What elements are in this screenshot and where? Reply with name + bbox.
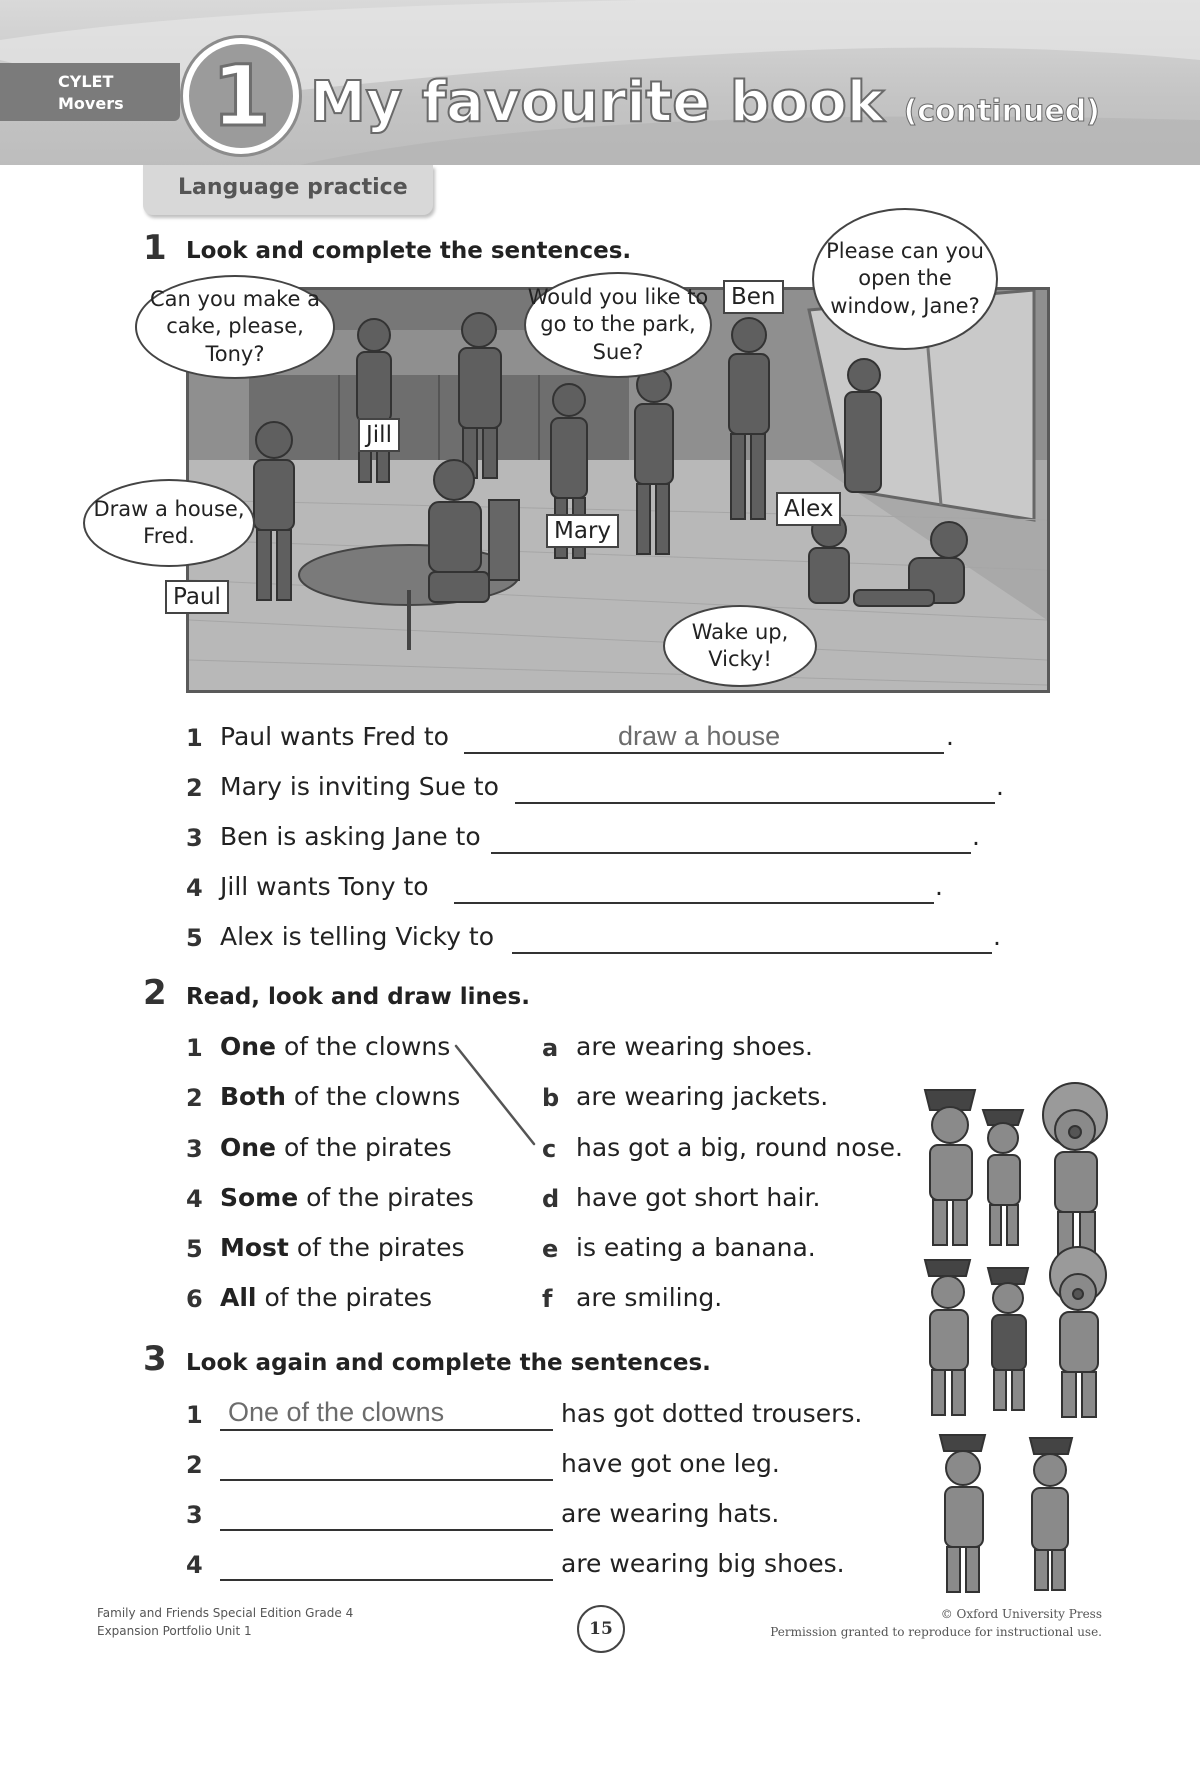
answer-blank[interactable] bbox=[515, 772, 995, 804]
item-text bbox=[220, 1233, 464, 1262]
item-number: 1 bbox=[186, 724, 203, 752]
item-text bbox=[220, 1032, 450, 1061]
footer-left-line-2: Expansion Portfolio Unit 1 bbox=[97, 1624, 252, 1638]
name-tag-mary: Mary bbox=[546, 514, 619, 548]
item-text: has got dotted trousers. bbox=[561, 1399, 863, 1428]
item-number: 1 bbox=[186, 1401, 203, 1429]
answer-blank[interactable] bbox=[220, 1549, 553, 1581]
full-stop: . bbox=[946, 722, 954, 751]
item-letter: d bbox=[542, 1185, 560, 1213]
item-rest: of the pirates bbox=[298, 1183, 474, 1212]
unit-number: 1 bbox=[211, 47, 271, 145]
item-text bbox=[220, 1133, 452, 1162]
page-title bbox=[310, 70, 1100, 135]
item-text: are wearing jackets. bbox=[576, 1082, 829, 1111]
item-rest: of the pirates bbox=[276, 1133, 452, 1162]
exercise-1-number: 1 bbox=[143, 228, 167, 268]
answer-blank[interactable] bbox=[491, 822, 971, 854]
handwritten-answer: One of the clowns bbox=[228, 1397, 445, 1427]
item-text bbox=[220, 1082, 460, 1111]
name-tag-jill: Jill bbox=[358, 418, 400, 452]
exercise-1-title: Look and complete the sentences. bbox=[186, 238, 632, 264]
item-number: 2 bbox=[186, 1084, 203, 1112]
speech-bubble-wake: Wake up, Vicky! bbox=[663, 605, 817, 687]
item-text: has got a big, round nose. bbox=[576, 1133, 903, 1162]
item-text: have got short hair. bbox=[576, 1183, 821, 1212]
item-letter: c bbox=[542, 1135, 557, 1163]
speech-bubble-window: Please can you open the window, Jane? bbox=[812, 208, 998, 350]
footer-right-line-2: Permission granted to reproduce for instructional use. bbox=[770, 1625, 1102, 1639]
item-text: Alex is telling Vicky to bbox=[220, 922, 494, 951]
page-number-value: 15 bbox=[589, 1619, 613, 1639]
answer-blank[interactable] bbox=[512, 922, 992, 954]
page-title-suffix: (continued) bbox=[903, 94, 1100, 129]
item-rest: of the pirates bbox=[288, 1233, 465, 1262]
item-text bbox=[220, 1183, 474, 1212]
item-text: Paul wants Fred to bbox=[220, 722, 449, 751]
item-quantifier: All bbox=[220, 1283, 257, 1312]
item-number: 4 bbox=[186, 1185, 203, 1213]
item-number: 3 bbox=[186, 1501, 203, 1529]
item-number: 3 bbox=[186, 824, 203, 852]
full-stop: . bbox=[996, 772, 1004, 801]
footer-left-line-1: Family and Friends Special Edition Grade 4 bbox=[97, 1606, 354, 1620]
item-rest: of the clowns bbox=[276, 1032, 451, 1061]
item-number: 6 bbox=[186, 1285, 203, 1313]
speech-bubble-draw: Draw a house, Fred. bbox=[83, 479, 255, 567]
item-quantifier: Most bbox=[220, 1233, 289, 1262]
item-number: 4 bbox=[186, 874, 203, 902]
item-number: 3 bbox=[186, 1135, 203, 1163]
item-text: Ben is asking Jane to bbox=[220, 822, 481, 851]
exercise-3-title: Look again and complete the sentences. bbox=[186, 1350, 711, 1376]
item-quantifier: Both bbox=[220, 1082, 286, 1111]
item-rest: of the pirates bbox=[256, 1283, 433, 1312]
full-stop: . bbox=[972, 822, 980, 851]
level-badge bbox=[0, 63, 180, 121]
exercise-2-title: Read, look and draw lines. bbox=[186, 984, 530, 1010]
answer-blank[interactable] bbox=[454, 872, 934, 904]
item-text: are smiling. bbox=[576, 1283, 723, 1312]
speech-bubble-park: Would you like to go to the park, Sue? bbox=[524, 272, 712, 378]
matching-line bbox=[450, 1040, 540, 1150]
footer-right-line-1: © Oxford University Press bbox=[940, 1607, 1102, 1621]
name-tag-ben: Ben bbox=[723, 280, 784, 314]
section-tab-label: Language practice bbox=[178, 175, 408, 200]
unit-badge bbox=[183, 38, 299, 154]
full-stop: . bbox=[935, 872, 943, 901]
handwritten-answer: draw a house bbox=[618, 721, 781, 751]
item-quantifier: One bbox=[220, 1133, 277, 1162]
full-stop: . bbox=[993, 922, 1001, 951]
item-text: are wearing shoes. bbox=[576, 1032, 813, 1061]
item-number: 4 bbox=[186, 1551, 203, 1579]
name-tag-paul: Paul bbox=[165, 580, 229, 614]
item-number: 5 bbox=[186, 924, 203, 952]
item-letter: f bbox=[542, 1285, 553, 1313]
answer-blank[interactable] bbox=[220, 1499, 553, 1531]
item-number: 5 bbox=[186, 1235, 203, 1263]
level-line-1: CYLET bbox=[58, 72, 114, 91]
item-text: Mary is inviting Sue to bbox=[220, 772, 499, 801]
exercise-2-number: 2 bbox=[143, 973, 167, 1013]
item-letter: b bbox=[542, 1084, 560, 1112]
item-number: 2 bbox=[186, 774, 203, 802]
item-letter: a bbox=[542, 1034, 559, 1062]
level-line-2: Movers bbox=[58, 94, 124, 113]
item-rest: of the clowns bbox=[285, 1082, 461, 1111]
item-number: 2 bbox=[186, 1451, 203, 1479]
item-quantifier: One bbox=[220, 1032, 277, 1061]
item-text: have got one leg. bbox=[561, 1449, 780, 1478]
item-text: are wearing hats. bbox=[561, 1499, 780, 1528]
exercise-3-number: 3 bbox=[143, 1339, 167, 1379]
page-title-main: My favourite book bbox=[310, 70, 885, 135]
page-number bbox=[577, 1605, 625, 1653]
item-letter: e bbox=[542, 1235, 559, 1263]
speech-bubble-cake: Can you make a cake, please, Tony? bbox=[135, 275, 335, 379]
item-text: are wearing big shoes. bbox=[561, 1549, 845, 1578]
clowns-and-pirates-illustration bbox=[900, 1070, 1130, 1770]
item-text bbox=[220, 1283, 432, 1312]
answer-blank[interactable] bbox=[220, 1449, 553, 1481]
item-text: Jill wants Tony to bbox=[220, 872, 429, 901]
item-quantifier: Some bbox=[220, 1183, 299, 1212]
item-number: 1 bbox=[186, 1034, 203, 1062]
section-tab bbox=[143, 165, 433, 215]
name-tag-alex: Alex bbox=[776, 492, 841, 526]
item-text: is eating a banana. bbox=[576, 1233, 816, 1262]
